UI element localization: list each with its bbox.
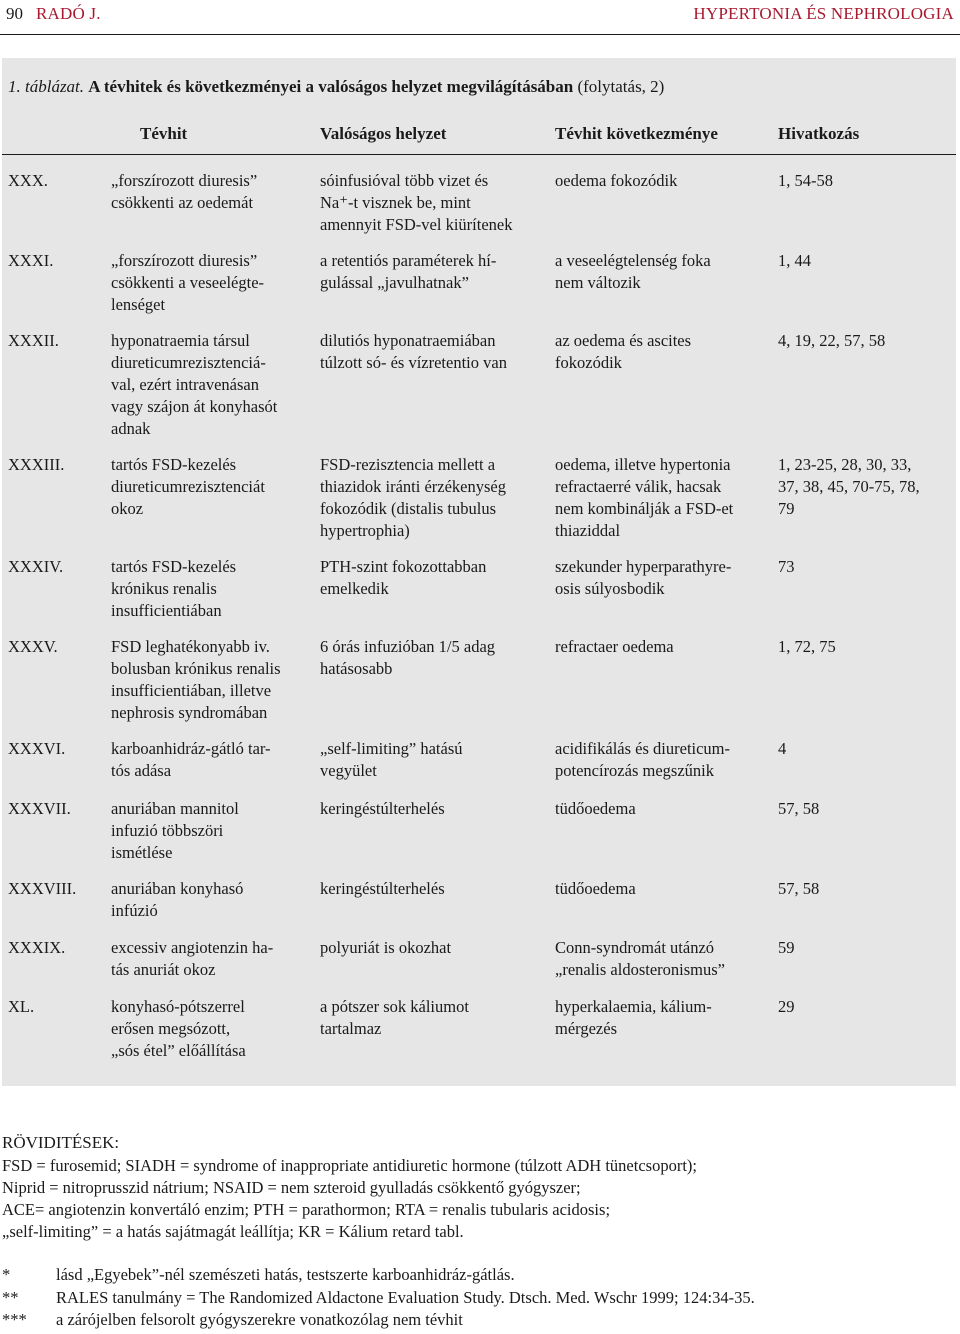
consequence-cell: refractaer oedema <box>555 637 674 656</box>
header-rule <box>0 34 960 35</box>
consequence-cell: tüdőoedema <box>555 799 636 818</box>
table-caption <box>8 77 664 97</box>
myth-cell: tartós FSD-kezelés diureticumrezisztenciát okoz <box>111 455 265 518</box>
reality-cell: 6 órás infuzióban 1/5 adag hatásosabb <box>320 637 496 678</box>
reference-cell: 59 <box>778 938 795 957</box>
consequence-cell: szekunder hyperparathyre- osis súlyosbodik <box>555 557 732 598</box>
column-header-reality: Valóságos helyzet <box>320 124 447 143</box>
reality-cell: a pótszer sok káliumot tartalmaz <box>320 997 469 1038</box>
caption-suffix: (folytatás, 2) <box>577 77 665 96</box>
abbreviation-line: FSD = furosemid; SIADH = syndrome of inappropriate antidiuretic hormone (túlzott ADH tünetcsoport); <box>2 1156 697 1175</box>
myth-cell: anuriában konyhasó infúzió <box>111 879 244 920</box>
column-header-myth: Tévhit <box>140 124 188 143</box>
reference-cell: 57, 58 <box>778 799 820 818</box>
reality-cell: keringéstúlterhelés <box>320 799 445 818</box>
row-number: XXXIV. <box>8 557 64 576</box>
row-number: XXXII. <box>8 331 59 350</box>
column-header-reference: Hivatkozás <box>778 124 860 143</box>
myth-cell: „forszírozott diuresis” csökkenti a veseelégte- lenséget <box>111 251 265 314</box>
reality-cell: „self-limiting” hatású vegyület <box>320 739 463 780</box>
abbreviation-line: „self-limiting” = a hatás sajátmagát leállítja; KR = Kálium retard tabl. <box>2 1222 464 1241</box>
consequence-cell: acidifikálás és diureticum- potencírozás megszűnik <box>555 739 731 780</box>
journal-title: HYPERTONIA ÉS NEPHROLOGIA <box>693 4 954 23</box>
reality-cell: sóinfusióval több vizet és Na⁺-t visznek be, mint amennyit FSD-vel kiürítenek <box>320 171 513 234</box>
reality-cell: PTH-szint fokozottabban emelkedik <box>320 557 487 598</box>
abbreviation-line: Niprid = nitroprusszid nátrium; NSAID = nem szteroid gyulladás csökkentő gyógyszer; <box>2 1178 581 1197</box>
row-number: XXXVII. <box>8 799 71 818</box>
myth-cell: tartós FSD-kezelés krónikus renalis insufficientiában <box>111 557 237 620</box>
myth-cell: FSD leghatékonyabb iv. bolusban krónikus renalis insufficientiában, illetve nephrosis syndromában <box>111 637 281 722</box>
consequence-cell: az oedema és ascites fokozódik <box>555 331 692 372</box>
myth-cell: anuriában mannitol infuzió többszöri ismétlése <box>111 799 239 862</box>
footnote-mark: *** <box>2 1310 27 1329</box>
row-number: XXXIII. <box>8 455 65 474</box>
consequence-cell: hyperkalaemia, kálium- mérgezés <box>555 997 712 1038</box>
reality-cell: keringéstúlterhelés <box>320 879 445 898</box>
myth-cell: „forszírozott diuresis” csökkenti az oedemát <box>111 171 258 212</box>
reference-cell: 73 <box>778 557 795 576</box>
row-number: XXXIX. <box>8 938 66 957</box>
reference-cell: 1, 54-58 <box>778 171 833 190</box>
reference-cell: 1, 72, 75 <box>778 637 836 656</box>
myth-cell: excessiv angiotenzin ha- tás anuriát okoz <box>111 938 274 979</box>
row-number: XXXVIII. <box>8 879 77 898</box>
abbreviations-title: RÖVIDITÉSEK: <box>2 1133 120 1152</box>
footnote-text: RALES tanulmány = The Randomized Aldactone Evaluation Study. Dtsch. Med. Wschr 1999; 124:34-35. <box>56 1288 755 1307</box>
row-number: XL. <box>8 997 35 1016</box>
row-number: XXX. <box>8 171 48 190</box>
caption-title: A tévhitek és következményei a valóságos helyzet megvilágításában <box>88 77 574 96</box>
consequence-cell: Conn-syndromát utánzó „renalis aldosteronismus” <box>555 938 725 979</box>
reference-cell: 1, 23-25, 28, 30, 33, 37, 38, 45, 70-75, 78, 79 <box>778 455 920 518</box>
reality-cell: FSD-rezisztencia mellett a thiazidok iránti érzékenység fokozódik (distalis tubulus hypertrophia) <box>320 455 507 540</box>
footnote-mark: ** <box>2 1288 19 1307</box>
consequence-cell: oedema fokozódik <box>555 171 678 190</box>
myth-cell: karboanhidráz-gátló tar- tós adása <box>111 739 271 780</box>
consequence-cell: tüdőoedema <box>555 879 636 898</box>
author-name: RADÓ J. <box>36 4 101 23</box>
column-header-consequence: Tévhit következménye <box>555 124 718 143</box>
header-divider <box>2 154 956 155</box>
reality-cell: dilutiós hyponatraemiában túlzott só- és vízretentio van <box>320 331 507 372</box>
reality-cell: a retentiós paraméterek hí- gulással „javulhatnak” <box>320 251 497 292</box>
caption-label: 1. táblázat. <box>8 77 85 96</box>
reference-cell: 29 <box>778 997 795 1016</box>
row-number: XXXVI. <box>8 739 66 758</box>
myth-cell: konyhasó-pótszerrel erősen megsózott, „sós étel” előállítása <box>111 997 246 1060</box>
page-header <box>0 0 960 36</box>
consequence-cell: oedema, illetve hypertonia refractaerré válik, hacsak nem kombinálják a FSD-et thiaziddal <box>555 455 734 540</box>
consequence-cell: a veseelégtelenség foka nem változik <box>555 251 711 292</box>
reference-cell: 4, 19, 22, 57, 58 <box>778 331 886 350</box>
row-number: XXXV. <box>8 637 58 656</box>
reference-cell: 1, 44 <box>778 251 811 270</box>
reference-cell: 57, 58 <box>778 879 820 898</box>
footnote-mark: * <box>2 1265 11 1284</box>
page-number: 90 <box>6 4 23 23</box>
row-number: XXXI. <box>8 251 54 270</box>
reality-cell: polyuriát is okozhat <box>320 938 452 957</box>
footnote-text: a zárójelben felsorolt gyógyszerekre vonatkozólag nem tévhit <box>56 1310 463 1329</box>
myth-cell: hyponatraemia társul diureticumrezisztenciá- val, ezért intravenásan vagy szájon át konyhasót adnak <box>111 331 278 438</box>
reference-cell: 4 <box>778 739 787 758</box>
abbreviation-line: ACE= angiotenzin konvertáló enzim; PTH = parathormon; RTA = renalis tubularis acidosis; <box>2 1200 611 1219</box>
footnote-text: lásd „Egyebek”-nél szemészeti hatás, testszerte karboanhidráz-gátlás. <box>56 1265 515 1284</box>
